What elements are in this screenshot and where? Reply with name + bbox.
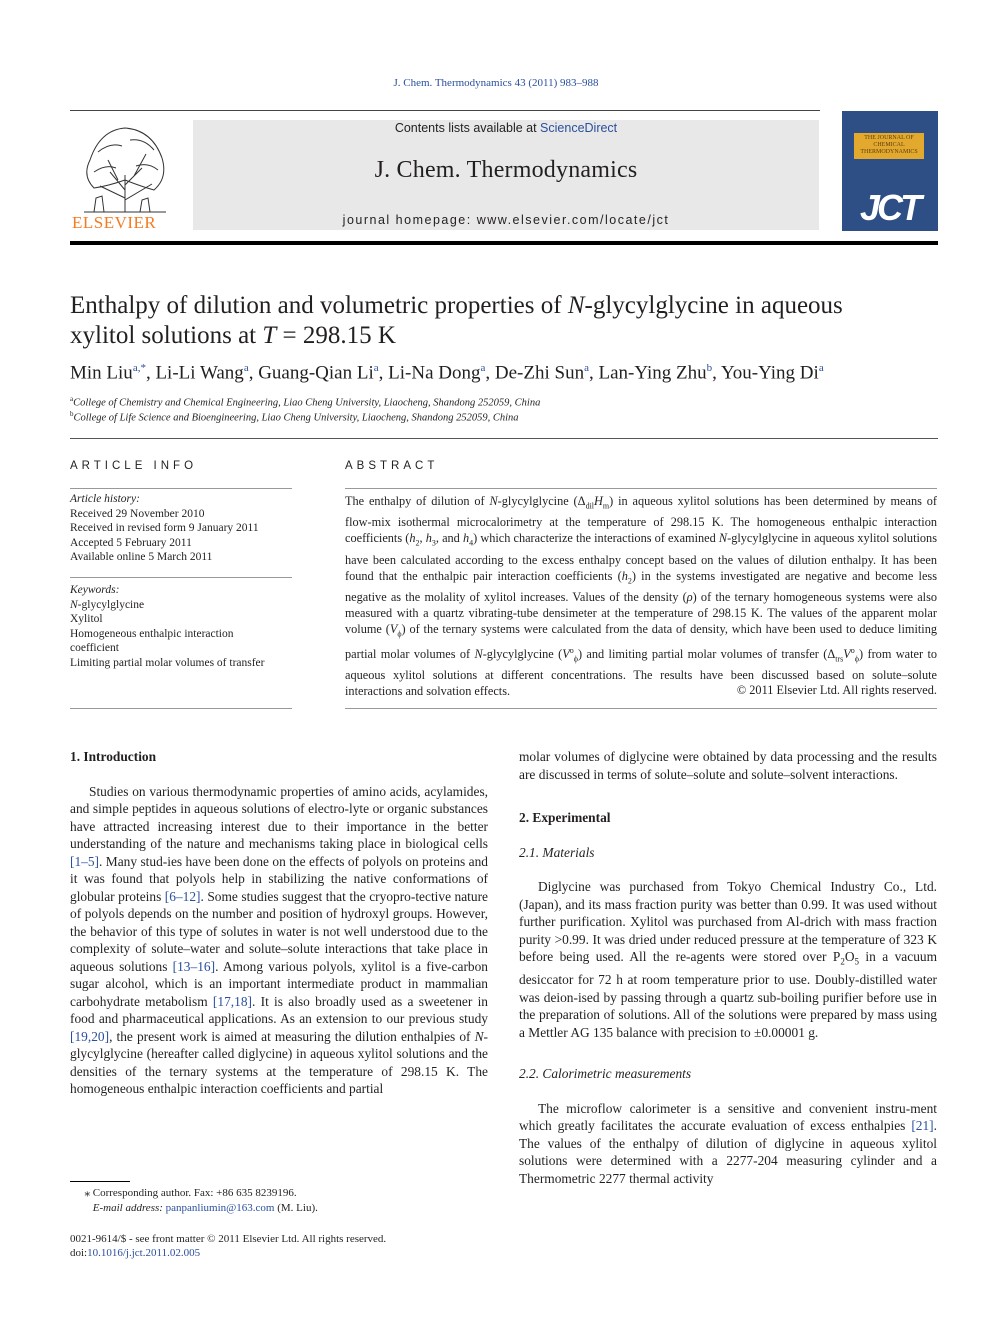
keyword: coefficient xyxy=(70,642,119,654)
front-matter-notice: 0021-9614/$ - see front matter © 2011 Elsevier Ltd. All rights reserved. xyxy=(70,1233,387,1245)
calorimetric-paragraph: The microflow calorimeter is a sensitive and convenient instru-ment which greatly facilitates the accurate evaluation of excess enthalpies [21]. The values of the enthalpy of dilution of diglycine in aqueous xylitol solutions were determined with a 2277-204 measuring cylinder and a Thermometric 2277 thermal activity xyxy=(519,1100,937,1186)
cover-title-band: THE JOURNAL OF CHEMICAL THERMODYNAMICS xyxy=(854,133,924,159)
author-affiliation-mark[interactable]: a xyxy=(243,362,249,374)
doi-line: doi:10.1016/j.jct.2011.02.005 xyxy=(70,1247,201,1259)
abstract-heading: ABSTRACT xyxy=(345,460,439,472)
journal-cover[interactable] xyxy=(842,111,938,231)
author-affiliation-mark[interactable]: a xyxy=(480,362,486,374)
author-affiliation-mark[interactable]: b xyxy=(706,362,713,374)
abstract-text: The enthalpy of dilution of N-glycylglycine $(\Delta_{dil}H_m)$ in aqueous xylitol solutions has been determined by means of flow-mix isothermal microcalorimetry at the temperature of 298.15 K. The homogeneous enthalpic interaction coefficients ($h_2$, $h_3$, and $h_4$) which characterize the interactions of examined N-glycylglycine in aqueous xylitol solutions have been calculated according to the excess enthalpy concept based on the values of dilution enthalpy. It has been found that the enthalpic pair interaction coefficients $(h_2)$ in the systems investigated are negative and become less negative as the molality of xylitol increases. Values of the density (ρ) of the ternary homogeneous systems were also measured with a quartz vibrating-tube densimeter at the temperature of 298.15 K. The values of the apparent molar volume $(V_\phi)$ of the ternary systems were calculated from the data of density, which have been used to deduce limiting partial molar volumes of N-glycylglycine $(V^o_\phi)$ and limiting partial molar volumes of transfer $(\Delta_{trs}V^o_\phi)$ from water to aqueous xylitol solutions at different concentrations. The results have been discussed based on solute–solute interactions and solvation effects. xyxy=(345,494,938,699)
author: De-Zhi Sun xyxy=(494,362,585,384)
keywords: Keywords: N-glycylglycine Xylitol Homogeneous enthalpic interaction coefficient Limiting partial molar volumes of transfer xyxy=(70,583,292,670)
experimental-heading: 2. Experimental xyxy=(519,810,611,825)
author: You-Ying Di xyxy=(720,362,819,384)
author: Li-Li Wang xyxy=(155,362,244,384)
journal-homepage[interactable]: journal homepage: www.elsevier.com/locate/jct xyxy=(342,213,670,227)
citation-link[interactable]: [17,18] xyxy=(212,993,252,1009)
article-info-heading: ARTICLE INFO xyxy=(70,460,198,472)
citation-link[interactable]: [1–5] xyxy=(70,853,100,869)
author-list: Min Liu$^{a,*}$, Li-Li Wang$^a$, Guang-Qian Li$^a$, Li-Na Dong$^a$, De-Zhi Sun$^a$, Lan-Ying Zhu$^b$, You-Ying Di$^a$ xyxy=(70,362,824,384)
email-link[interactable]: panpanliumin@163.com xyxy=(165,1202,275,1214)
citation-link[interactable]: [21] xyxy=(911,1118,934,1134)
article-title xyxy=(70,291,930,351)
intro-paragraph: Studies on various thermodynamic properties of amino acids, acylamides, and simple peptides in aqueous solutions of electro-lyte or organic substances have attracted increasing interest due to their importance in the better understanding of the nature and mechanisms taking place in biological cells [1–5]. Many stud-ies have been done on the effects of polyols on proteins and it was found that polyols help in stabilizing the native conformations of globular proteins [6–12]. Some studies suggest that the cryopro-tective nature of polyols depends on the number and position of hydroxyl groups. However, the behavior of this type of solutes in water is not well understood due to the complexity of solute–water and solute–solute interactions that take place in aqueous solutions [13–16]. Among various polyols, xylitol is a five-carbon sugar alcohol, which is an important intermediate product in mammalian carbohydrate metabolism [17,18]. It is also broadly used as a sweetener in food and pharmaceutical applications. As an extension to our previous study [19,20], the present work is aimed at measuring the dilution enthalpies of N-glycylglycine (hereafter called diglycine) in aqueous xylitol solutions and the densities of the ternary systems at the temperature of 298.15 K. The homogeneous enthalpic interaction coefficients and partial xyxy=(70,783,488,1096)
author: Li-Na Dong xyxy=(388,362,481,384)
right-column xyxy=(519,748,937,1187)
article-info-bottom-rule xyxy=(70,708,292,709)
author-affiliation-mark[interactable]: a xyxy=(818,362,824,374)
materials-heading: 2.1. Materials xyxy=(519,844,595,860)
author-affiliation-mark[interactable]: a xyxy=(373,362,379,374)
author: Guang-Qian Li xyxy=(258,362,374,384)
title-line-2: xylitol solutions at T = 298.15 K xyxy=(70,322,396,349)
journal-citation[interactable]: J. Chem. Thermodynamics 43 (2011) 983–988 xyxy=(393,77,599,89)
corresponding-footnote: ⁎ Corresponding author. Fax: +86 635 8239196. E-mail address: panpanliumin@163.com (M. Liu). xyxy=(84,1187,318,1214)
contents-available xyxy=(193,121,819,135)
footnote-rule xyxy=(70,1181,130,1182)
elsevier-tree-icon xyxy=(70,120,180,232)
title-line-1: Enthalpy of dilution and volumetric properties of N-glycylglycine in aqueous xyxy=(70,292,843,319)
abstract-bottom-rule xyxy=(345,708,937,709)
materials-paragraph: Diglycine was purchased from Tokyo Chemical Industry Co., Ltd. (Japan), and its mass fraction purity was better than 0.99. It was used without further purification. Xylitol was purchased from Al-drich with mass fraction purity >0.99. It was dried under reduced pressure at the temperature of 323 K before being used. All the re-agents were stored over $P_2O_5$ in a vacuum desiccator for 72 h at room temperature prior to use. Doubly-distilled water was deion-ised by passing through a quartz sub-boiling purifier before use in the preparation of solutions. All of the solutions were prepared by mass using a Mettler AG 135 balance with precision to ±0.00001 g. xyxy=(519,879,938,1040)
keyword: Xylitol xyxy=(70,613,103,625)
intro-heading: 1. Introduction xyxy=(70,749,157,764)
author: Min Liu xyxy=(70,362,133,384)
history-entry: Received 29 November 2010 xyxy=(70,507,205,520)
history-entry: Available online 5 March 2011 xyxy=(70,551,213,563)
cover-logo: JCT xyxy=(860,187,920,228)
keywords-rule xyxy=(70,577,292,578)
history-entry: Accepted 5 February 2011 xyxy=(70,536,192,549)
citation-link[interactable]: [19,20] xyxy=(70,1028,110,1044)
citation-link[interactable]: [13–16] xyxy=(172,958,216,974)
doi-link[interactable]: 10.1016/j.jct.2011.02.005 xyxy=(87,1247,201,1259)
author: Lan-Ying Zhu xyxy=(598,362,707,384)
copyright-notice: © 2011 Elsevier Ltd. All rights reserved. xyxy=(736,683,937,697)
calorimetric-heading: 2.2. Calorimetric measurements xyxy=(519,1066,692,1082)
sciencedirect-link[interactable]: ScienceDirect xyxy=(540,121,618,135)
affiliation-a: $^a$College of Chemistry and Chemical Engineering, Liao Cheng University, Liaocheng, Shandong 252059, China xyxy=(70,395,541,409)
keyword: Limiting partial molar volumes of transfer xyxy=(70,656,265,669)
elsevier-logo[interactable] xyxy=(70,120,180,232)
left-column xyxy=(70,748,488,1098)
keyword: Homogeneous enthalpic interaction xyxy=(70,627,234,640)
intro-continuation: molar volumes of diglycine were obtained by data processing and the results are discussed in terms of solute–solute and solute–solvent interactions. xyxy=(519,749,937,782)
author-affiliation-mark[interactable]: a xyxy=(584,362,589,374)
article-history: Article history: Received 29 November 2010 Received in revised form 9 January 2011 Accepted 5 February 2011 Available online 5 March 2011 xyxy=(70,492,292,565)
section-rule xyxy=(70,438,938,439)
keyword: N-glycylglycine xyxy=(70,598,145,611)
contents-prefix: Contents lists available at xyxy=(394,121,541,135)
header-rule xyxy=(70,110,820,111)
journal-title: J. Chem. Thermodynamics xyxy=(374,157,638,183)
citation-link[interactable]: [6–12] xyxy=(164,888,201,904)
abstract-rule xyxy=(345,488,937,489)
article-info-rule xyxy=(70,488,292,489)
author-affiliation-mark[interactable]: a,* xyxy=(132,362,146,374)
history-entry: Received in revised form 9 January 2011 xyxy=(70,522,259,534)
header-thick-rule xyxy=(70,241,938,245)
affiliation-b: $^b$College of Life Science and Bioengineering, Liao Cheng University, Liaocheng, Shandong 252059, China xyxy=(70,410,519,424)
svg-text:ELSEVIER: ELSEVIER xyxy=(72,213,157,232)
